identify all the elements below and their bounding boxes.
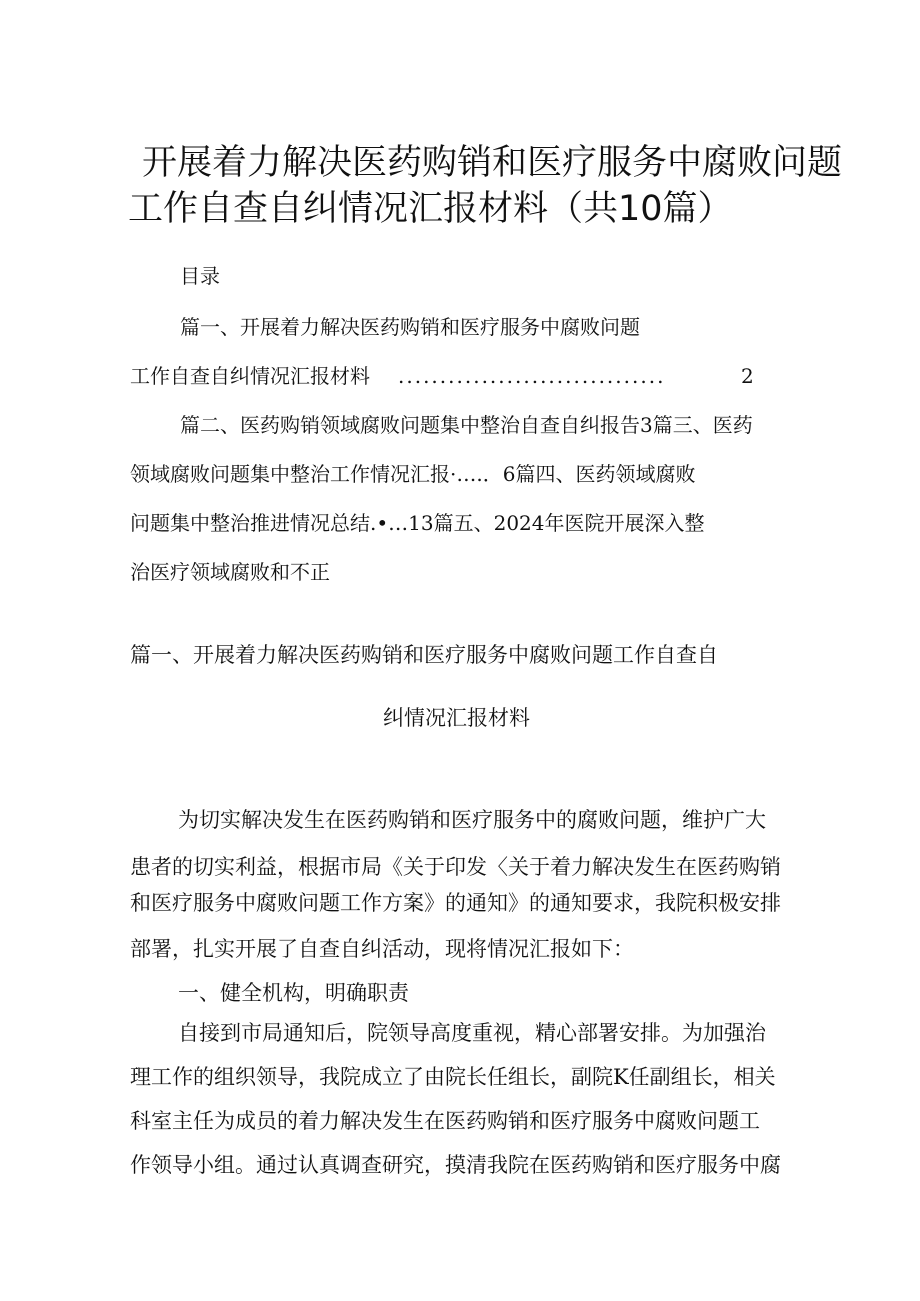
paragraph-line: 自接到市局通知后，院领导高度重视，精心部署安排。为加强治 (178, 1021, 766, 1045)
paragraph-line: 作领导小组。通过认真调查研究，摸清我院在医药购销和医疗服务中腐 (130, 1153, 781, 1177)
title-line-1: 开展着力解决医药购销和医疗服务中腐败问题 (142, 143, 843, 183)
toc-dot-leader: ................................ (398, 364, 666, 388)
paragraph-line: 为切实解决发生在医药购销和医疗服务中的腐败问题，维护广大 (178, 808, 766, 832)
section-heading-line-2: 纠情况汇报材料 (383, 706, 530, 730)
paragraph-line: 部署，扎实开展了自查自纠活动，现将情况汇报如下： (130, 937, 634, 961)
section-heading-line-1: 篇一、开展着力解决医药购销和医疗服务中腐败问题工作自查自 (130, 643, 718, 667)
paragraph-line: 科室主任为成员的着力解决发生在医药购销和医疗服务中腐败问题工 (130, 1109, 760, 1133)
paragraph-line: 患者的切实利益，根据市局《关于印发〈关于着力解决发生在医药购销 (130, 855, 781, 879)
toc-item-1-line-2: 工作自查自纠情况汇报材料 (130, 364, 370, 388)
toc-line: 领域腐败问题集中整治工作情况汇报·….．6篇四、医药领域腐败 (130, 462, 696, 486)
paragraph-line: 和医疗服务中腐败问题工作方案》的通知》的通知要求，我院积极安排 (130, 891, 781, 915)
paragraph-line: 理工作的组织领导，我院成立了由院长任组长，副院K任副组长，相关 (130, 1065, 776, 1089)
toc-line: 问题集中整治推进情况总结.•…13篇五、2024年医院开展深入整 (130, 511, 705, 535)
toc-item-1-line-1: 篇一、开展着力解决医药购销和医疗服务中腐败问题 (180, 315, 640, 339)
title-line-2: 工作自查自纠情况汇报材料（共10篇） (128, 189, 733, 229)
toc-line: 篇二、医药购销领域腐败问题集中整治自查自纠报告3篇三、医药 (180, 413, 753, 437)
toc-heading: 目录 (180, 264, 220, 288)
toc-page-number: 2 (741, 364, 754, 388)
toc-line: 治医疗领域腐败和不正 (130, 560, 330, 584)
subheading: 一、健全机构，明确职责 (178, 981, 409, 1005)
